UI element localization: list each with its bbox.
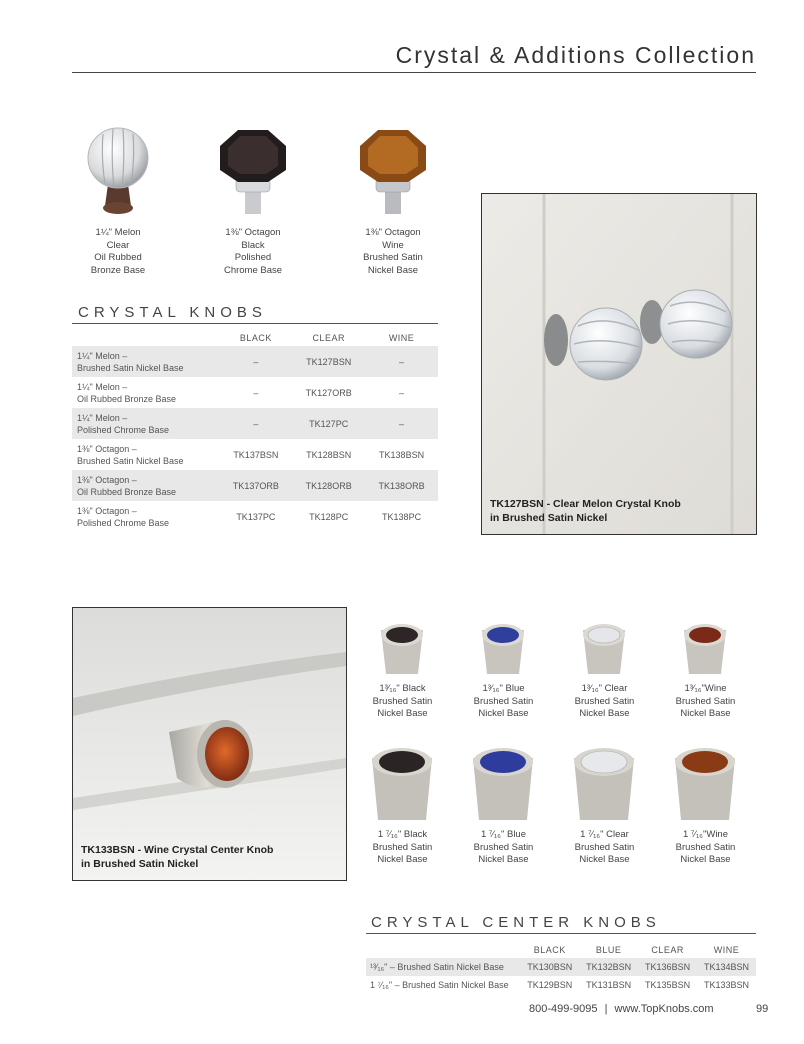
table-cell: TK135BSN: [645, 980, 691, 990]
caption-line: in Brushed Satin Nickel: [490, 512, 608, 524]
melon-knob-image: [73, 122, 163, 222]
center-knob-large-image: [352, 742, 453, 824]
caption-line: 1⅜" Octagon: [365, 227, 421, 238]
column-header: CLEAR: [312, 333, 345, 343]
melon-knob-caption: [73, 227, 163, 277]
table-cell: TK137PC: [236, 511, 276, 522]
center-knob-item: [655, 618, 756, 721]
column-header: BLACK: [533, 944, 566, 955]
row-label-line: 1⅜" Octagon –: [77, 505, 137, 516]
table-cell: –: [219, 346, 292, 377]
octagon-black-knob-image: [208, 122, 298, 222]
center-knob-item: [554, 742, 655, 867]
caption-line: Chrome Base: [223, 264, 283, 276]
octagon-wine-knob-image: [348, 122, 438, 222]
caption-line: TK133BSN - Wine Crystal Center Knob: [81, 844, 274, 856]
table-cell: TK138BSN: [379, 449, 425, 460]
melon-knob-photo: [481, 193, 757, 535]
center-knob-large-image: [453, 742, 554, 824]
center-knob-small-image: [554, 618, 655, 678]
center-knob-large-image: [655, 742, 756, 824]
table-cell: TK133BSN: [704, 980, 750, 990]
column-header: CLEAR: [651, 944, 684, 955]
gem: [581, 751, 627, 773]
caption-line: 1⅜" Octagon: [225, 227, 281, 238]
caption-line: 1³⁄₁₆" Blue: [482, 683, 525, 694]
crystal-center-knobs-table: [366, 941, 756, 994]
caption-line: Brushed Satin: [372, 841, 433, 853]
row-label: 1 ⁷⁄₁₆" – Brushed Satin Nickel Base: [370, 980, 509, 990]
caption-line: Brushed Satin: [363, 252, 423, 263]
column-header: WINE: [713, 944, 740, 955]
table-cell: TK137ORB: [219, 470, 292, 501]
table-row: [72, 470, 438, 501]
table-cell: TK134BSN: [697, 958, 756, 976]
row-label-line: Polished Chrome Base: [77, 424, 170, 435]
row-label-line: 1¼" Melon –: [77, 381, 128, 392]
center-knob-small-row: [352, 618, 756, 718]
table-cell: –: [219, 408, 292, 439]
caption-line: Nickel Base: [367, 264, 419, 276]
caption-line: Nickel Base: [478, 708, 529, 719]
title-divider: [72, 72, 756, 73]
table-cell: TK128BSN: [306, 449, 352, 460]
melon-knob-figure: [73, 122, 163, 277]
caption-line: 1³⁄₁₆" Clear: [581, 683, 628, 694]
caption-line: Clear: [106, 239, 130, 251]
caption-line: 1 ⁷⁄₁₆" Blue: [480, 829, 526, 840]
crystal-center-knobs-rule: [366, 933, 756, 934]
center-knob-caption: [453, 683, 554, 721]
footer-separator: |: [604, 1003, 608, 1015]
table-row: [72, 408, 438, 439]
caption-line: Brushed Satin: [574, 695, 635, 707]
caption-line: Brushed Satin: [675, 695, 736, 707]
caption-line: Brushed Satin: [473, 841, 534, 853]
table-cell: TK131BSN: [586, 980, 632, 990]
gem: [386, 627, 418, 643]
gem: [682, 751, 728, 773]
center-knob-item: [352, 618, 453, 721]
table-cell: TK127PC: [292, 408, 365, 439]
melon-knob-scene: [482, 194, 756, 534]
center-knob-item: [554, 618, 655, 721]
gem: [487, 627, 519, 643]
caption-line: TK127BSN - Clear Melon Crystal Knob: [490, 498, 681, 510]
table-cell: TK136BSN: [638, 958, 697, 976]
row-label-line: Brushed Satin Nickel Base: [77, 362, 184, 373]
column-header: BLACK: [239, 333, 272, 343]
center-knob-caption: [453, 829, 554, 867]
row-label-line: 1⅜" Octagon –: [77, 443, 137, 454]
center-knob-item: [352, 742, 453, 867]
table-cell: TK138PC: [382, 511, 422, 522]
center-knob-small-image: [453, 618, 554, 678]
gem: [689, 627, 721, 643]
table-row: [72, 346, 438, 377]
page-title: Crystal & Additions Collection: [395, 42, 756, 68]
center-knob-small-image: [352, 618, 453, 678]
center-knob-caption: [554, 683, 655, 721]
table-cell: TK127BSN: [292, 346, 365, 377]
caption-line: 1³⁄₁₆"Wine: [684, 683, 727, 694]
crystal-center-knobs-heading: CRYSTAL CENTER KNOBS: [371, 914, 661, 931]
table-cell: TK137BSN: [233, 449, 279, 460]
caption-line: Nickel Base: [579, 854, 630, 865]
table-cell: TK130BSN: [520, 958, 579, 976]
caption-line: Brushed Satin: [473, 695, 534, 707]
center-photo-caption: [81, 843, 273, 871]
table-cell: –: [399, 387, 405, 398]
column-header: BLUE: [595, 944, 622, 955]
table-cell: –: [253, 387, 259, 398]
center-knob-item: [453, 742, 554, 867]
caption-line: Brushed Satin: [675, 841, 736, 853]
table-cell: TK128ORB: [292, 470, 365, 501]
center-knob-item: [655, 742, 756, 867]
caption-line: in Brushed Satin Nickel: [81, 858, 199, 870]
table-row: [366, 958, 756, 976]
center-knob-caption: [655, 683, 756, 721]
page-number: 99: [756, 1003, 769, 1015]
caption-line: Oil Rubbed: [94, 252, 142, 263]
row-label-line: 1⅜" Octagon –: [77, 474, 137, 485]
octagon-black-knob-caption: [208, 227, 298, 277]
caption-line: 1 ⁷⁄₁₆" Clear: [580, 829, 629, 840]
table-cell: –: [365, 346, 438, 377]
caption-line: 1 ⁷⁄₁₆" Black: [377, 829, 428, 840]
footer: [529, 1003, 714, 1015]
table-cell: TK128PC: [309, 511, 349, 522]
gem: [480, 751, 526, 773]
table-cell: TK129BSN: [527, 980, 573, 990]
caption-line: Brushed Satin: [574, 841, 635, 853]
caption-line: Wine: [382, 239, 404, 251]
table-cell: TK132BSN: [579, 958, 638, 976]
row-label-line: Brushed Satin Nickel Base: [77, 455, 184, 466]
table-cell: TK138ORB: [365, 470, 438, 501]
center-knob-caption: [352, 683, 453, 721]
center-knob-scene: [73, 608, 346, 880]
center-knob-caption: [352, 829, 453, 867]
caption-line: 1 ⁷⁄₁₆"Wine: [683, 829, 728, 840]
caption-line: Nickel Base: [377, 708, 428, 719]
gem: [379, 751, 425, 773]
table-header-row: [366, 941, 756, 958]
table-header-row: [72, 330, 438, 346]
caption-line: Bronze Base: [90, 264, 146, 276]
table-row: [72, 377, 438, 408]
octagon-wine-knob-caption: [348, 227, 438, 277]
table-cell: –: [365, 408, 438, 439]
caption-line: 1¼" Melon: [95, 227, 141, 238]
row-label: ¹³⁄₁₆" – Brushed Satin Nickel Base: [366, 958, 520, 976]
melon-photo-caption: [490, 497, 681, 525]
octagon-black-knob-figure: [208, 122, 298, 277]
center-knob-photo: [72, 607, 347, 881]
center-knob-caption: [655, 829, 756, 867]
row-label-line: Polished Chrome Base: [77, 517, 170, 528]
caption-line: Nickel Base: [680, 854, 731, 865]
caption-line: 1³⁄₁₆" Black: [379, 683, 426, 694]
center-knob-large-row: [352, 742, 756, 868]
caption-line: Nickel Base: [377, 854, 428, 865]
row-label-line: Oil Rubbed Bronze Base: [77, 486, 177, 497]
crystal-knobs-table: [72, 330, 438, 532]
table-row: [72, 439, 438, 470]
footer-phone: 800-499-9095: [529, 1003, 598, 1015]
caption-line: Nickel Base: [680, 708, 731, 719]
octagon-wine-knob-figure: [348, 122, 438, 277]
caption-line: Black: [241, 239, 265, 251]
gem: [588, 627, 620, 643]
caption-line: Polished: [234, 252, 272, 263]
center-knob-item: [453, 618, 554, 721]
center-knob-large-image: [554, 742, 655, 824]
caption-line: Nickel Base: [579, 708, 630, 719]
table-cell: TK127ORB: [305, 387, 352, 398]
caption-line: Nickel Base: [478, 854, 529, 865]
footer-url[interactable]: www.TopKnobs.com: [614, 1003, 714, 1015]
crystal-knobs-heading: CRYSTAL KNOBS: [78, 304, 267, 321]
caption-line: Brushed Satin: [372, 695, 433, 707]
table-row: [72, 501, 438, 532]
center-knob-small-image: [655, 618, 756, 678]
column-header: WINE: [388, 333, 415, 343]
center-knob-caption: [554, 829, 655, 867]
row-label-line: Oil Rubbed Bronze Base: [77, 393, 177, 404]
row-label-line: 1¼" Melon –: [77, 350, 128, 361]
table-row: [366, 976, 756, 994]
crystal-knobs-rule: [72, 323, 438, 324]
row-label-line: 1¼" Melon –: [77, 412, 128, 423]
